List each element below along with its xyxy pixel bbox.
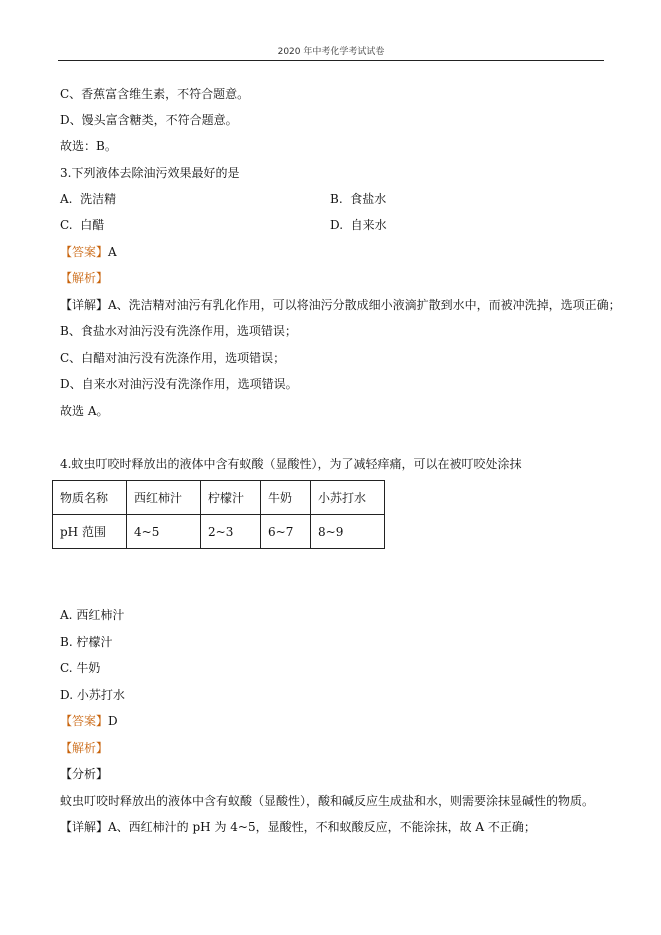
option-text: 小苏打水 bbox=[76, 688, 125, 702]
q4-analysis bbox=[60, 740, 108, 756]
q3-detail-c: C、白醋对油污没有洗涤作用，选项错误； bbox=[60, 351, 286, 365]
q3-option-d bbox=[330, 217, 387, 233]
q3-detail-b: B、食盐水对油污没有洗涤作用，选项错误； bbox=[60, 324, 297, 338]
option-label: D. bbox=[330, 218, 344, 232]
page-header: 2020 年中考化学考试试卷 bbox=[277, 47, 385, 57]
prev-option-c: C、香蕉富含维生素，不符合题意。 bbox=[60, 87, 250, 101]
q3-detail-a bbox=[60, 297, 621, 313]
option-text: 自来水 bbox=[350, 218, 387, 232]
detail-tag: 【详解】 bbox=[60, 820, 109, 834]
ph-table bbox=[52, 480, 385, 549]
table-row bbox=[53, 515, 385, 549]
answer-tag: 【答案】 bbox=[60, 245, 109, 259]
header-rule bbox=[58, 60, 604, 61]
table-cell: 物质名称 bbox=[53, 481, 127, 515]
option-text: 食盐水 bbox=[350, 192, 387, 206]
option-text: 洗洁精 bbox=[80, 192, 117, 206]
analysis-tag: 【解析】 bbox=[60, 271, 109, 285]
prev-option-d: D、馒头富含糖类，不符合题意。 bbox=[60, 113, 238, 127]
option-text: 柠檬汁 bbox=[76, 635, 113, 649]
q4-detail-a bbox=[60, 819, 536, 835]
q3-answer bbox=[60, 244, 117, 260]
q3-detail-d: D、自来水对油污没有洗涤作用，选项错误。 bbox=[60, 377, 298, 391]
answer-tag: 【答案】 bbox=[60, 714, 109, 728]
answer-value: D bbox=[108, 714, 118, 728]
q3-option-a bbox=[60, 191, 116, 207]
q4-option-c bbox=[60, 660, 100, 676]
table-cell: 小苏打水 bbox=[311, 481, 385, 515]
q3-option-b bbox=[330, 191, 386, 207]
q4-option-d bbox=[60, 687, 125, 703]
q3-conclusion: 故选 A。 bbox=[60, 404, 109, 418]
table-cell: 4~5 bbox=[127, 515, 201, 549]
table-cell: 牛奶 bbox=[261, 481, 311, 515]
table-cell: 柠檬汁 bbox=[201, 481, 261, 515]
q4-option-b bbox=[60, 634, 112, 650]
prev-conclusion: 故选：B。 bbox=[60, 139, 117, 153]
answer-value: A bbox=[108, 245, 117, 259]
option-label: D. bbox=[60, 688, 74, 702]
option-label: B. bbox=[60, 635, 73, 649]
option-label: A. bbox=[60, 608, 73, 622]
table-cell: 2~3 bbox=[201, 515, 261, 549]
option-text: 牛奶 bbox=[76, 661, 101, 675]
analysis-tag: 【解析】 bbox=[60, 741, 109, 755]
q4-fenxi-text: 蚊虫叮咬时释放出的液体中含有蚁酸（显酸性），酸和碱反应生成盐和水，则需要涂抹显碱性的物质。 bbox=[60, 794, 595, 808]
q4-option-a bbox=[60, 607, 124, 623]
table-row bbox=[53, 481, 385, 515]
q4-fenxi bbox=[60, 766, 108, 782]
q4-stem: 4.蚊虫叮咬时释放出的液体中含有蚁酸（显酸性），为了减轻痒痛，可以在被叮咬处涂抹 bbox=[60, 457, 522, 471]
option-label: A. bbox=[60, 192, 73, 206]
option-label: B. bbox=[330, 192, 343, 206]
q4-answer bbox=[60, 713, 118, 729]
option-text: 西红柿汁 bbox=[76, 608, 125, 622]
q3-stem: 3.下列液体去除油污效果最好的是 bbox=[60, 166, 240, 180]
table-cell: 6~7 bbox=[261, 515, 311, 549]
fenxi-tag: 【分析】 bbox=[60, 767, 109, 781]
option-label: C. bbox=[60, 218, 73, 232]
table-cell: 西红柿汁 bbox=[127, 481, 201, 515]
detail-tag: 【详解】 bbox=[60, 298, 109, 312]
option-label: C. bbox=[60, 661, 73, 675]
table-cell: 8~9 bbox=[311, 515, 385, 549]
q3-option-c bbox=[60, 217, 104, 233]
detail-text: A、西红柿汁的 pH 为 4~5，显酸性，不和蚁酸反应，不能涂抹，故 A 不正确； bbox=[108, 820, 536, 834]
q3-analysis bbox=[60, 270, 108, 286]
option-text: 白醋 bbox=[80, 218, 105, 232]
detail-text: A、洗洁精对油污有乳化作用，可以将油污分散成细小液滴扩散到水中，而被冲洗掉，选项正确； bbox=[108, 298, 621, 312]
table-cell: pH 范围 bbox=[53, 515, 127, 549]
